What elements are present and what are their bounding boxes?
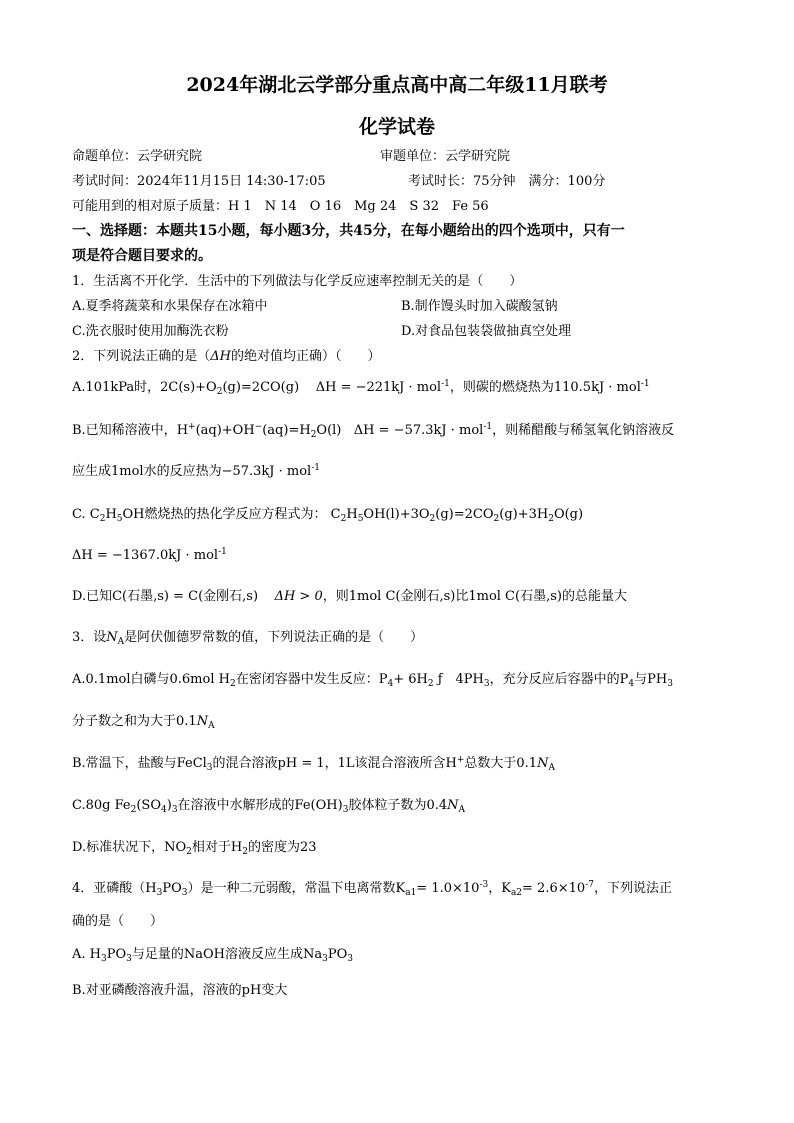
exam-title: 2024年湖北云学部分重点高中高二年级11月联考 — [186, 74, 608, 96]
q4-stem: 4．亚磷酸$(H_3PO_3)$是一种二元弱酸，常温下电离常数$K_{a1}= 1.0\times 10^{-3}$，$K_{a2}= 2.6\times 10^{-7}$，下列说法正 — [72, 880, 672, 898]
q2-option-a: A.101kPa时，$2C(s)+O_2(g)=2CO(g)$ ΔH = −221kJ · mol$^{-1}$，则碳的燃烧热为110.5kJ · mol$^{-1}$ — [72, 379, 650, 397]
q2-option-c: C. $C_2H_5OH$燃烧热的热化学反应方程式为： $C_2H_5OH(l)+3O_2(g)=2CO_2(g)+3H_2O(g)$ — [72, 507, 584, 524]
q4-stem-cont: 确的是（ ） — [72, 914, 164, 929]
q1-option-c: C.洗衣服时使用加酶洗衣粉 — [72, 324, 229, 339]
q3-option-b: B.常温下，盐酸与FeCl$_3$的混合溶液pH = 1，1L该混合溶液所含H+总数大于$0.1N_A$ — [72, 755, 555, 773]
section-heading-line2: 项是符合题目要求的。 — [72, 248, 212, 264]
q3-option-a-cont: 分子数之和为大于$0.1N_A$ — [72, 714, 215, 731]
reviewer-info: 审题单位：云学研究院 — [380, 149, 511, 164]
q4-option-a: A. $H_3PO_3$与足量的NaOH溶液反应生成$Na_3PO_3$ — [72, 947, 353, 964]
q1-option-a: A.夏季将蔬菜和水果保存在冰箱中 — [72, 299, 268, 314]
q3-option-c: C.80g $Fe_2(SO_4)_3$在溶液中水解形成的$Fe(OH)_3$胶体粒子数为$0.4N_A$ — [72, 798, 465, 815]
q3-option-a: A.0.1mol白磷与0.6mol $H_2$在密闭容器中发生反应：$P_4+ 6H_2$ ƒ $4PH_3$，充分反应后容器中的$P_4$与$PH_3$ — [72, 672, 673, 689]
q1-stem: 1．生活离不开化学．生活中的下列做法与化学反应速率控制无关的是（ ） — [72, 274, 523, 289]
exam-time: 考试时间：2024年11月15日 14:30-17:05 — [72, 174, 326, 189]
q2-option-b: B.已知稀溶液中，$H^+(aq)+OH^-(aq)=H_2O(l)$ ΔH = −57.3kJ · mol$^{-1}$，则稀醋酸与稀氢氧化钠溶液反 — [72, 422, 675, 440]
compiler-info: 命题单位：云学研究院 — [72, 149, 203, 164]
q1-option-d: D.对食品包装袋做抽真空处理 — [401, 324, 572, 339]
q2-option-b-cont: 应生成1mol水的反应热为−57.3kJ · mol$^{-1}$ — [72, 463, 320, 479]
atomic-masses: 可能用到的相对原子质量：H 1 N 14 O 16 Mg 24 S 32 Fe 56 — [72, 199, 489, 214]
section-heading-line1: 一、选择题：本题共15小题，每小题3分，共45分，在每小题给出的四个选项中，只有一 — [72, 223, 625, 239]
q2-option-c-cont: ΔH = −1367.0kJ · mol$^{-1}$ — [72, 547, 227, 563]
q2-option-d: D.已知C(石墨,s) = C(金刚石,s) ΔH > 0，则1mol C(金刚石,s)比1mol C(石墨,s)的总能量大 — [72, 589, 627, 604]
q2-stem: 2．下列说法正确的是（ΔH的绝对值均正确）（ ） — [72, 349, 381, 364]
q1-option-b: B.制作馒头时加入碳酸氢钠 — [401, 299, 558, 314]
q3-option-d: D.标准状况下，$NO_2$相对于$H_2$的密度为23 — [72, 840, 317, 857]
exam-duration-score: 考试时长：75分钟 满分：100分 — [408, 174, 606, 189]
q3-stem: 3．设$N_A$是阿伏伽德罗常数的值，下列说法正确的是（ ） — [72, 630, 424, 647]
exam-subject: 化学试卷 — [358, 116, 435, 138]
q4-option-b: B.对亚磷酸溶液升温，溶液的pH变大 — [72, 983, 288, 998]
